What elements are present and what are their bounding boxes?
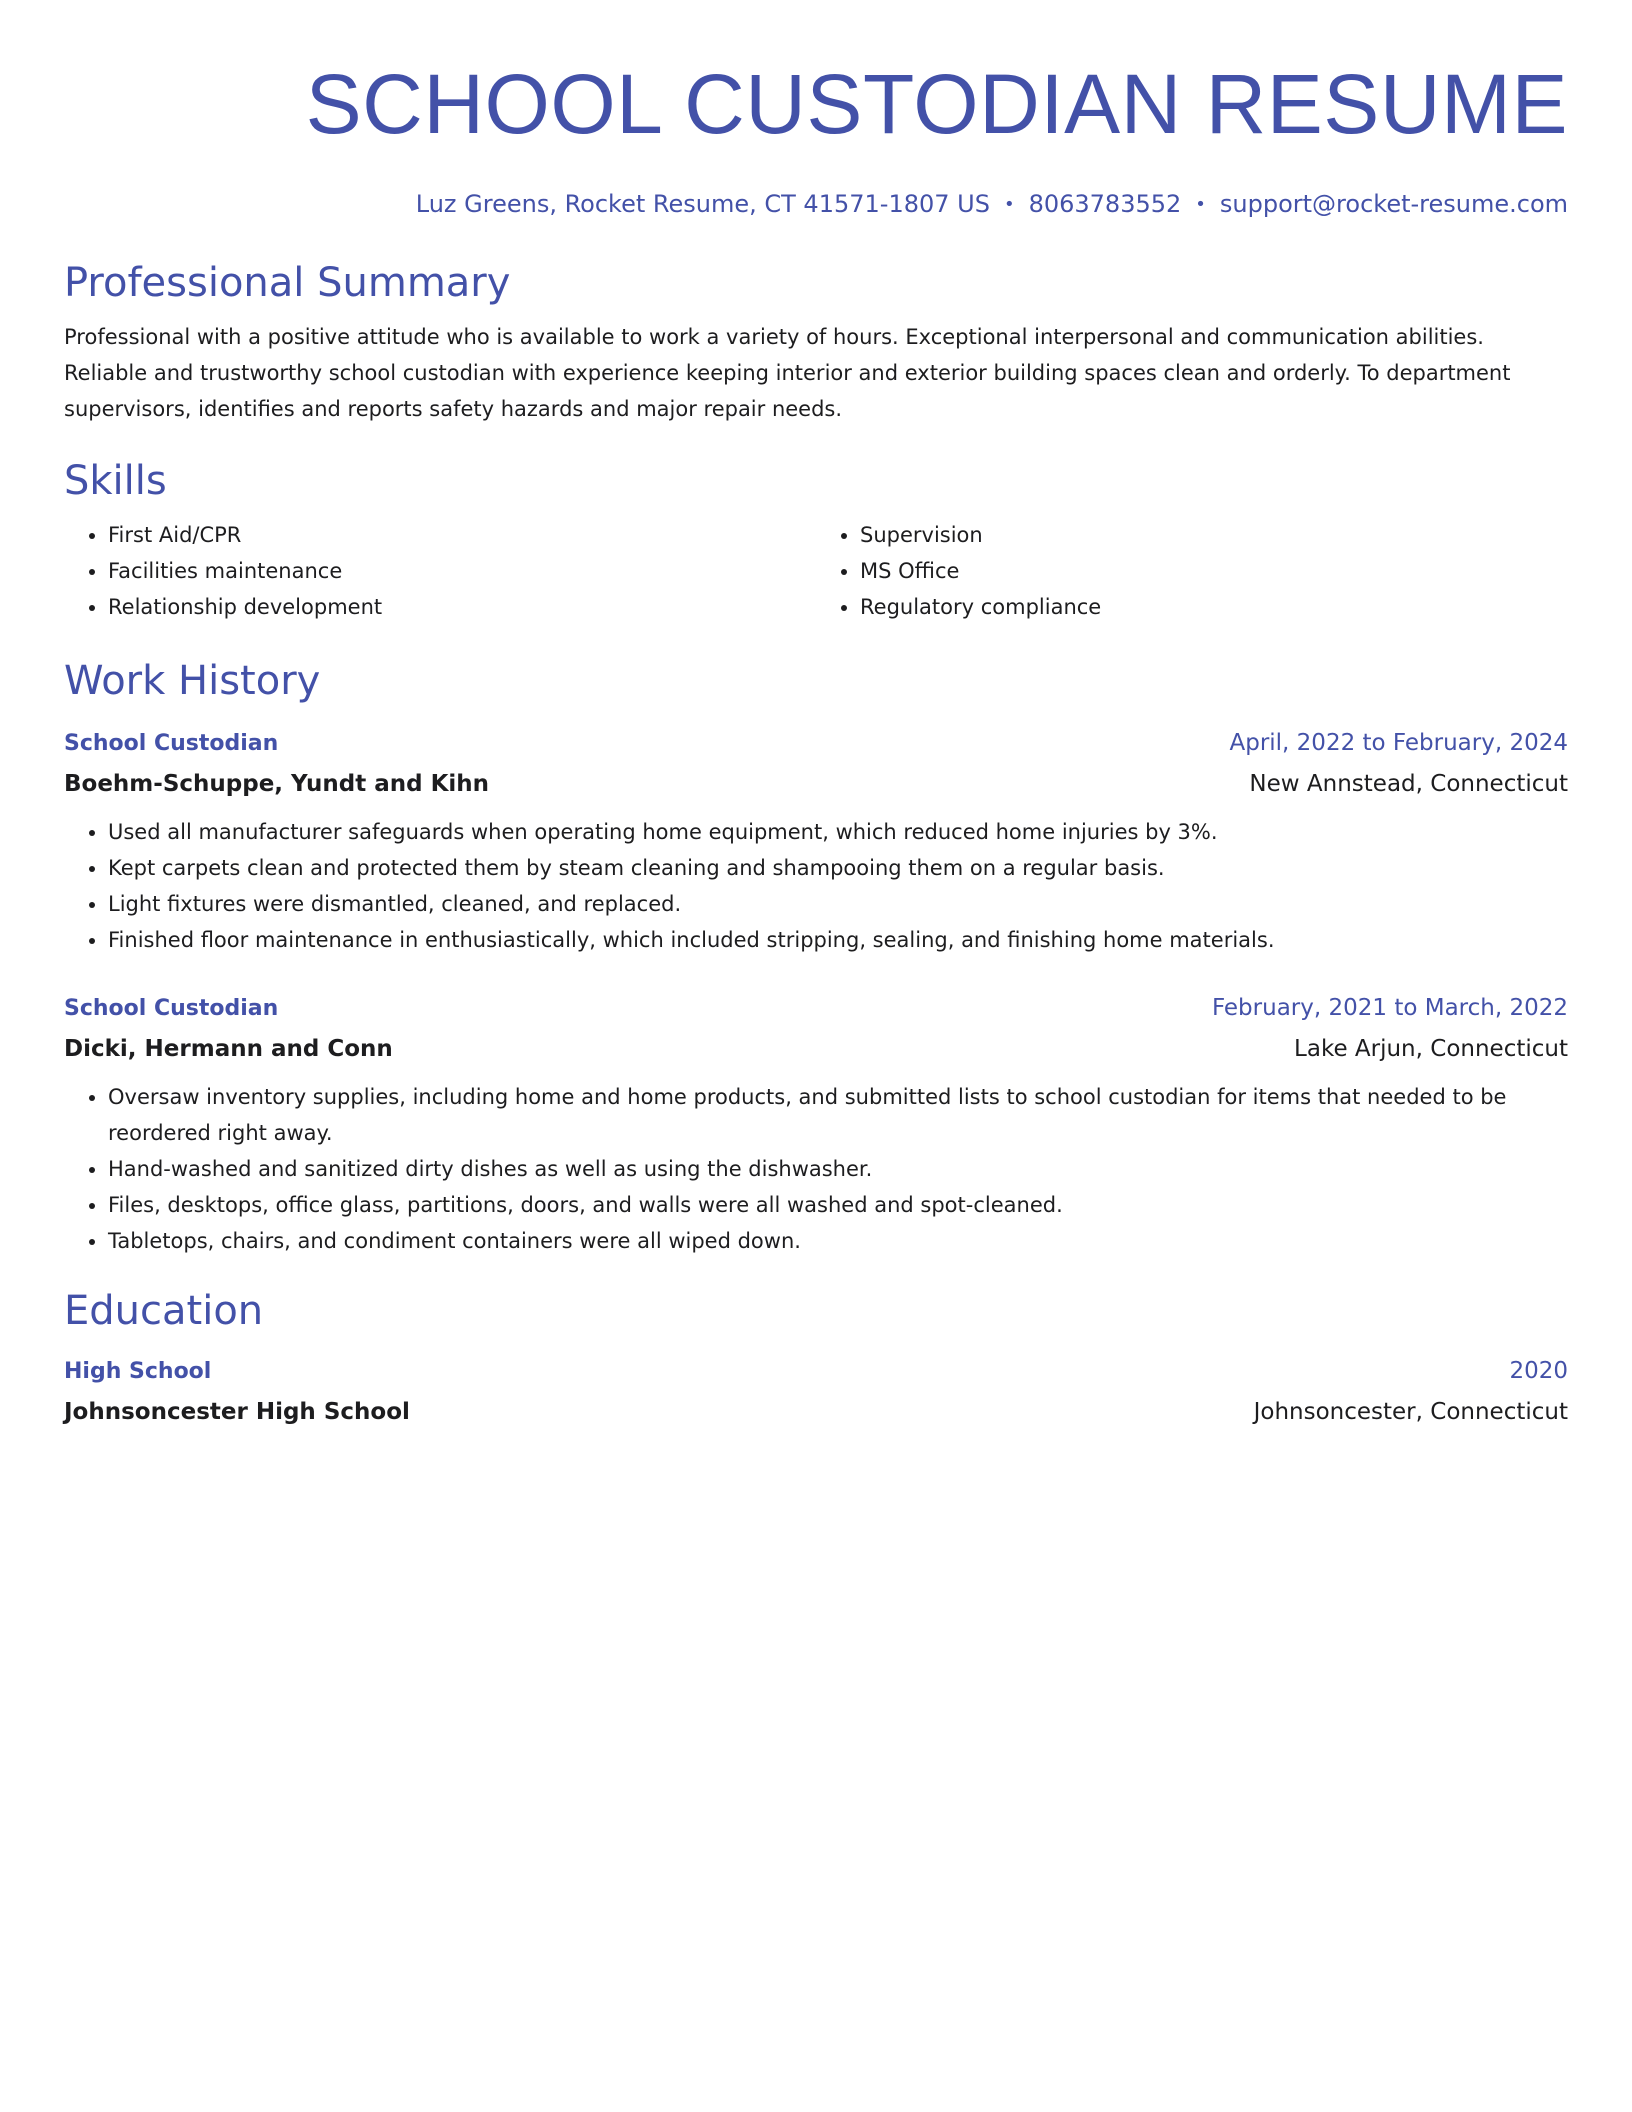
job-entry [64, 988, 1568, 1259]
education-location: Johnsoncester, Connecticut [1253, 1399, 1568, 1425]
skill-item: • First Aid/CPR [108, 517, 816, 553]
professional-summary-section [64, 257, 1568, 427]
job-dates: April, 2022 to February, 2024 [1229, 730, 1568, 756]
contact-line [64, 188, 1568, 221]
job-dates: February, 2021 to March, 2022 [1211, 995, 1568, 1021]
job-duty-item: • Oversaw inventory supplies, including home and home products, and submitted lists to school custodian for items that needed to be reordered right away. [108, 1079, 1568, 1151]
job-header-row [64, 723, 1568, 764]
skill-item: • Regulatory compliance [860, 589, 1568, 625]
education-section [64, 1285, 1568, 1432]
job-duty-item: • Tabletops, chairs, and condiment containers were all wiped down. [108, 1223, 1568, 1259]
job-duty-item: • Light fixtures were dismantled, cleaned, and replaced. [108, 886, 1568, 922]
summary-paragraph: Professional with a positive attitude who is available to work a variety of hours. Exceptional interpersonal and communication abilities. Reliable and trustworthy school custodian with experience keeping interior and exterior building spaces clean and orderly. To department supervisors, identifies and reports safety hazards and major repair needs. [64, 325, 1511, 421]
education-school-row [64, 1392, 1568, 1432]
work-history-section [64, 655, 1568, 1259]
job-duty-item: • Files, desktops, office glass, partitions, doors, and walls were all washed and spot-cleaned. [108, 1187, 1568, 1223]
contact-separator: • [1195, 194, 1206, 215]
section-heading-summary: Professional Summary [64, 260, 511, 306]
skill-item: • MS Office [860, 553, 1568, 589]
contact-address: Luz Greens, Rocket Resume, CT 41571-1807 US [415, 190, 990, 218]
skills-column-left [64, 517, 816, 625]
skill-item: • Supervision [860, 517, 1568, 553]
job-duty-item: • Finished floor maintenance in enthusiastically, which included stripping, sealing, and finishing home materials. [108, 922, 1568, 958]
section-heading-education: Education [64, 1288, 264, 1334]
resume-title: SCHOOL CUSTODIAN RESUME [305, 57, 1568, 151]
skills-column-right [816, 517, 1568, 625]
job-duty-item: • Kept carpets clean and protected them by steam cleaning and shampooing them on a regular basis. [108, 850, 1568, 886]
education-school: Johnsoncester High School [64, 1399, 410, 1425]
job-entry [64, 723, 1568, 958]
job-duties-list [64, 1079, 1568, 1259]
section-heading-skills: Skills [64, 458, 167, 504]
education-entry [64, 1351, 1568, 1432]
resume-header [64, 0, 1568, 221]
job-duty-item: • Used all manufacturer safeguards when operating home equipment, which reduced home injuries by 3%. [108, 814, 1568, 850]
skills-section [64, 455, 1568, 625]
job-company: Boehm-Schuppe, Yundt and Kihn [64, 771, 490, 797]
education-header-row [64, 1351, 1568, 1392]
job-company-row [64, 1029, 1568, 1069]
section-heading-work-history: Work History [64, 658, 321, 704]
job-company-row [64, 764, 1568, 804]
contact-email[interactable]: support@rocket-resume.com [1219, 190, 1568, 218]
contact-separator: • [1003, 194, 1015, 215]
job-duties-list [64, 814, 1568, 958]
job-company: Dicki, Hermann and Conn [64, 1036, 393, 1062]
contact-phone: 8063783552 [1028, 190, 1182, 218]
skill-item: • Relationship development [108, 589, 816, 625]
skill-item: • Facilities maintenance [108, 553, 816, 589]
job-title: School Custodian [64, 731, 279, 756]
job-header-row [64, 988, 1568, 1029]
education-degree: High School [64, 1359, 212, 1384]
education-year: 2020 [1509, 1358, 1568, 1384]
job-location: New Annstead, Connecticut [1249, 771, 1568, 797]
job-duty-item: • Hand-washed and sanitized dirty dishes as well as using the dishwasher. [108, 1151, 1568, 1187]
job-title: School Custodian [64, 996, 279, 1021]
skills-grid [64, 517, 1568, 625]
job-location: Lake Arjun, Connecticut [1294, 1036, 1568, 1062]
